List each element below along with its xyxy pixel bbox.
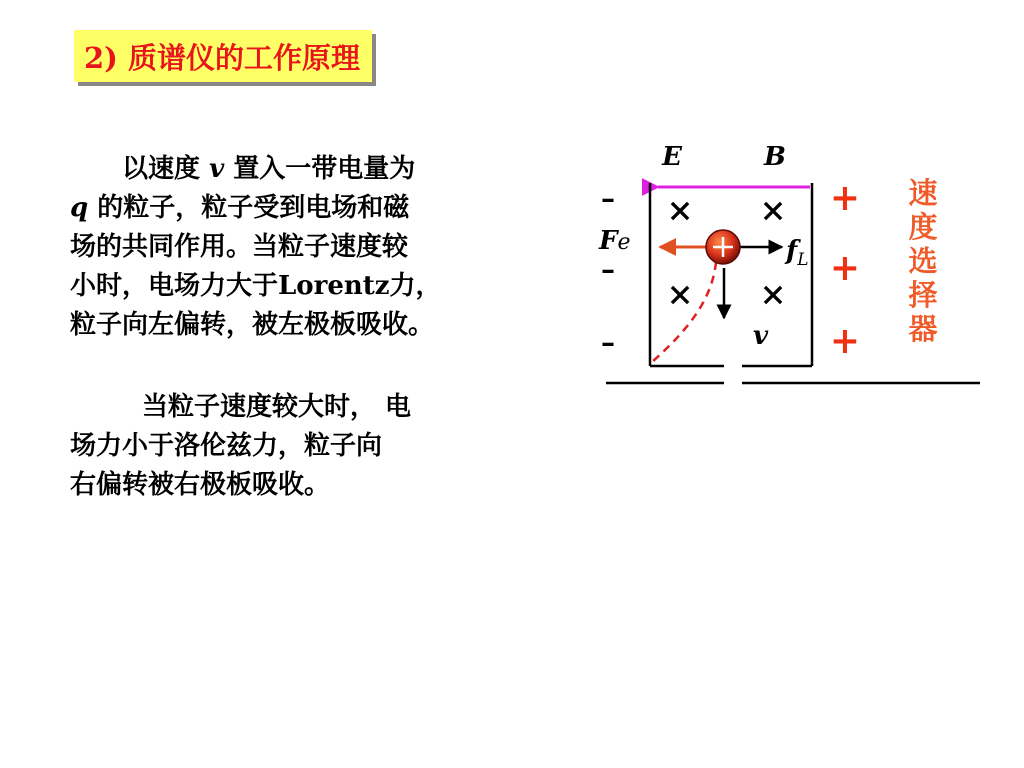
selector-char: 器 [908,312,938,346]
label-fL [784,236,808,270]
velocity-selector-label [905,176,941,346]
label-B: B [764,142,786,172]
b-field-cross: × [666,275,694,313]
minus-sign: – [601,182,615,215]
text: 的粒子，粒子受到电场和磁 [88,193,410,223]
text: 场的共同作用。当粒子速度较 [70,232,409,262]
text: 置入一带电量为 [224,154,416,184]
label-E: E [662,142,682,172]
plus-sign: + [829,320,861,362]
minus-sign: – [601,253,615,286]
label-fL-f: f [786,236,798,266]
b-field-cross: × [759,275,787,313]
b-field-cross: × [759,191,787,229]
symbol-v: v [209,154,225,184]
label-v: v [753,321,769,351]
selector-char: 选 [908,244,938,278]
selector-char: 择 [908,278,938,312]
text: 场力小于洛伦兹力，粒子向 [70,431,383,461]
label-Fe-e: e [617,230,631,255]
text: 小时，电场力大于Lorentz力， [70,271,442,301]
selector-char: 度 [908,210,938,244]
b-field-cross: × [666,191,694,229]
selector-char: 速 [908,176,938,210]
plus-sign: + [829,247,861,289]
plus-sign: + [829,177,861,219]
label-Fe [598,226,631,256]
text: 右偏转被右极板吸收。 [70,470,331,500]
text: 以速度 [122,154,210,184]
text: 粒子向左偏转，被左极板吸收。 [70,310,435,340]
minus-sign: – [601,326,615,359]
symbol-q: q [70,193,89,223]
label-fL-L: L [797,250,809,270]
text: 当粒子速度较大时， 电 [142,392,412,422]
slide-title: 2) 质谱仪的工作原理 [74,30,372,82]
label-Fe-F: F [599,226,618,256]
